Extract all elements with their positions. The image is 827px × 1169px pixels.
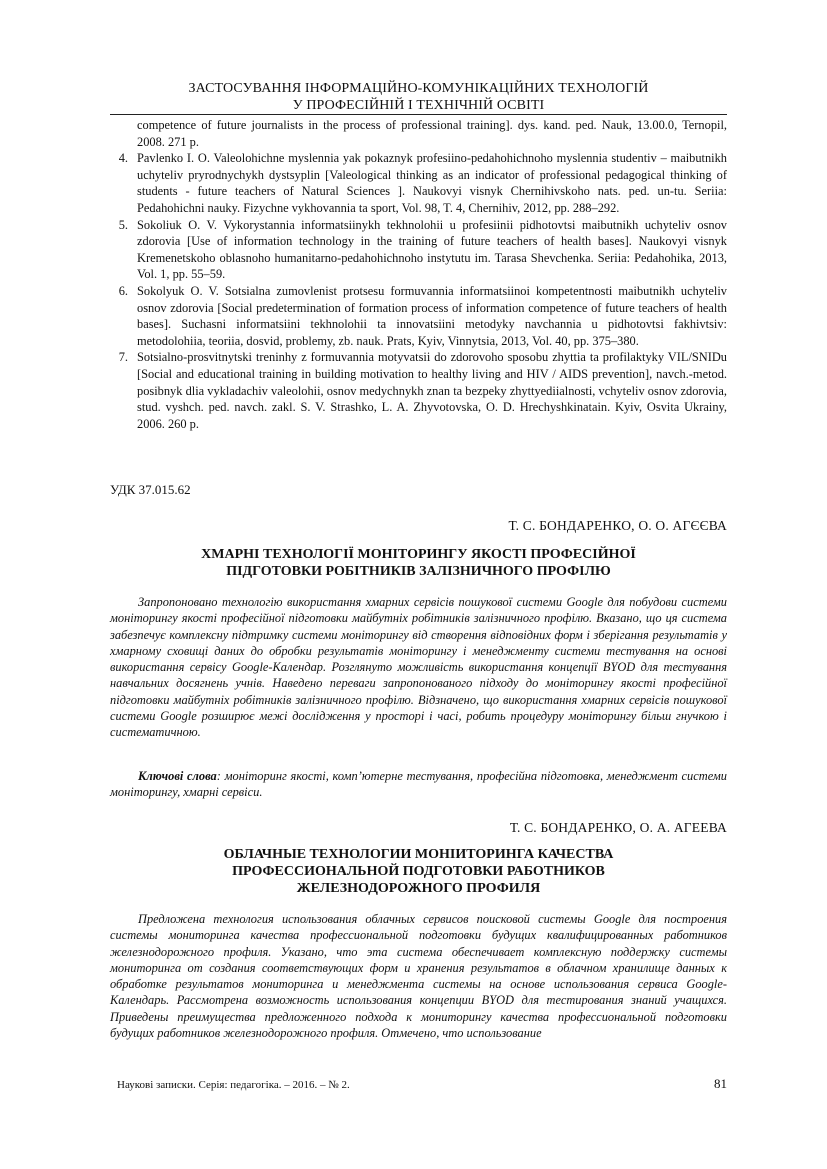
keywords-label: Ключові слова	[138, 769, 217, 783]
running-header-line1: ЗАСТОСУВАННЯ ІНФОРМАЦІЙНО-КОМУНІКАЦІЙНИХ ТЕХНОЛОГІЙ	[188, 81, 649, 96]
reference-text: competence of future journalists in the process of professional training]. dys. kand. ped. Nauk, 13.00.0, Ternopil, 2008. 271 p.	[137, 118, 727, 149]
reference-item	[110, 349, 727, 432]
keywords-text: : моніторинг якості, комп’ютерне тестування, професійна підготовка, менеджмент системи моніторингу, хмарні сервіси.	[110, 769, 727, 800]
reference-continuation	[110, 117, 727, 150]
reference-number: 7.	[118, 350, 128, 365]
title-line: ХМАРНІ ТЕХНОЛОГІЇ МОНІТОРИНГУ ЯКОСТІ ПРОФЕСІЙНОЇ	[201, 547, 636, 562]
reference-number: 4.	[118, 151, 128, 166]
footer-journal: Наукові записки. Серія: педагогіка. – 2016. – № 2.	[117, 1079, 350, 1091]
article-title-ru	[130, 846, 707, 897]
title-line: ОБЛАЧНЫЕ ТЕХНОЛОГИИ МОНIИТОРИНГА КАЧЕСТВА	[223, 847, 614, 862]
title-line: ЖЕЛЕЗНОДОРОЖНОГО ПРОФИЛЯ	[296, 881, 541, 896]
reference-text: Pavlenko I. O. Valeolohichne myslennia yak pokaznyk profesiino-pedahohichnoho myslennia studentiv – maibutnikh uchyteliv pryrodnychykh dystsyplin [Valeological thinking as an indicator of professional pedagogical thinking of students - future teachers of Natural Sciences ]. Naukovyi visnyk Chernihivskoho nats. ped. un-tu. Seriia: Pedahohichni nauky. Fizychne vykhovannia ta sport, Vol. 98, T. 4, Chernihiv, 2012, pp. 288–292.	[137, 151, 727, 215]
header-divider	[110, 114, 727, 115]
title-line: ПРОФЕССИОНАЛЬНОЙ ПОДГОТОВКИ РАБОТНИКОВ	[232, 864, 605, 879]
abstract-ru: Предложена технология использования облачных сервисов поисковой системы Google для построения системы мониторинга качества профессиональной подготовки будущих квалифицированных работников железнодорожного профиля. Указано, что эта система обеспечивает комплексную поддержку системы мониторинга от создания соответствующих форм и хранения результатов в облачном хранилище данных к обработке результатов мониторинга и менеджмента системы на основе использования сервиса Google-Календарь. Рассмотрена возможность использования концепции BYOD для тестирования знаний учащихся. Приведены преимущества предложенного подхода к мониторингу качества профессиональной подготовки будущих работников железнодорожного профиля. Отмечено, что использование	[110, 912, 727, 1041]
title-line: ПІДГОТОВКИ РОБІТНИКІВ ЗАЛІЗНИЧНОГО ПРОФІЛЮ	[226, 564, 611, 579]
running-header	[110, 80, 727, 114]
running-header-line2: У ПРОФЕСІЙНІЙ І ТЕХНІЧНІЙ ОСВІТІ	[292, 98, 545, 113]
reference-text: Sokolyuk O. V. Sotsialna zumovlenist protsesu formuvannia informatsiinoi kompetentnosti maibutnikh uchyteliv osnov zdorovia [Social predetermination of formation process of information competence of future teachers of health bases]. Suchasni informatsiini tekhnolohii ta innovatsiini metodyky navchannia u pidhotovtsi fakhivtsiv: metodolohiia, teoriia, dosvid, problemy, zb. nauk. Prats, Kyiv, Vinnytsia, 2013, Vol. 40, pp. 375–380.	[137, 283, 727, 348]
reference-item	[110, 150, 727, 216]
keywords-ua	[110, 768, 727, 801]
references-list	[110, 117, 727, 432]
reference-text: Sotsialno-prosvitnytski treninhy z formuvannia motyvatsii do zdorovoho sposobu zhyttia ta profilaktyky VIL/SNIDu [Social and educational training in building motivation to healthy living and HIV / AIDS prevention], navch.-metod. posibnyk dlia vykladachiv valeolohii, osnov medychnykh znan ta bezpeky zhyttyediialnosti, vchyteliv osnov zdorovia, stud. vyshch. ped. navch. zakl. S. V. Strashko, L. A. Zhyvotovska, O. D. Hrechyshkinatain. Kyiv, Osvita Ukrainy, 2006. 260 p.	[137, 350, 727, 431]
reference-item	[110, 217, 727, 283]
authors-ua: Т. С. БОНДАРЕНКО, О. О. АГЄЄВА	[508, 518, 727, 533]
reference-number: 6.	[118, 283, 128, 298]
udk-code: УДК 37.015.62	[110, 482, 191, 497]
article-title-ua	[130, 546, 707, 580]
page-number: 81	[714, 1076, 727, 1091]
reference-item	[110, 283, 727, 349]
reference-number: 5.	[118, 217, 128, 232]
authors-ru: Т. С. БОНДАРЕНКО, О. А. АГЕЕВА	[509, 820, 727, 835]
reference-text: Sokoliuk O. V. Vykorystannia informatsiinykh tekhnolohii u profesiinii pidhotovtsi maibutnikh uchyteliv osnov zdorovia [Use of information technology in the training of future teachers of health bases]. Naukovyi visnyk Kremenetskoho oblasnoho humanitarno-pedahohichnoho instytutu im. Tarasa Shevchenka. Seriia: Pedahohika, 2013, Vol. 1, pp. 55–59.	[137, 217, 727, 282]
abstract-ua: Запропоновано технологію використання хмарних сервісів пошукової системи Google для побудови системи моніторингу якості професійної підготовки майбутніх робітників залізничного профілю. Вказано, що ця система забезпечує комплексну підтримку системи моніторингу від створення відповідних форм і зберігання результатів у хмарному сховищі даних до обробки результатів моніторингу і менеджменту системи тестування на основі використання сервісу Google-Календар. Розглянуто можливість використання концепції BYOD для тестування навчальних досягнень учнів. Наведено переваги запропонованого підходу до моніторингу якості професійної підготовки майбутніх робітників залізничного профілю. Відзначено, що використання хмарних сервісів пошукової системи Google розширює межі дослідження у просторі і часі, робить процедуру моніторингу більш гнучкою і систематичною.	[110, 595, 727, 740]
